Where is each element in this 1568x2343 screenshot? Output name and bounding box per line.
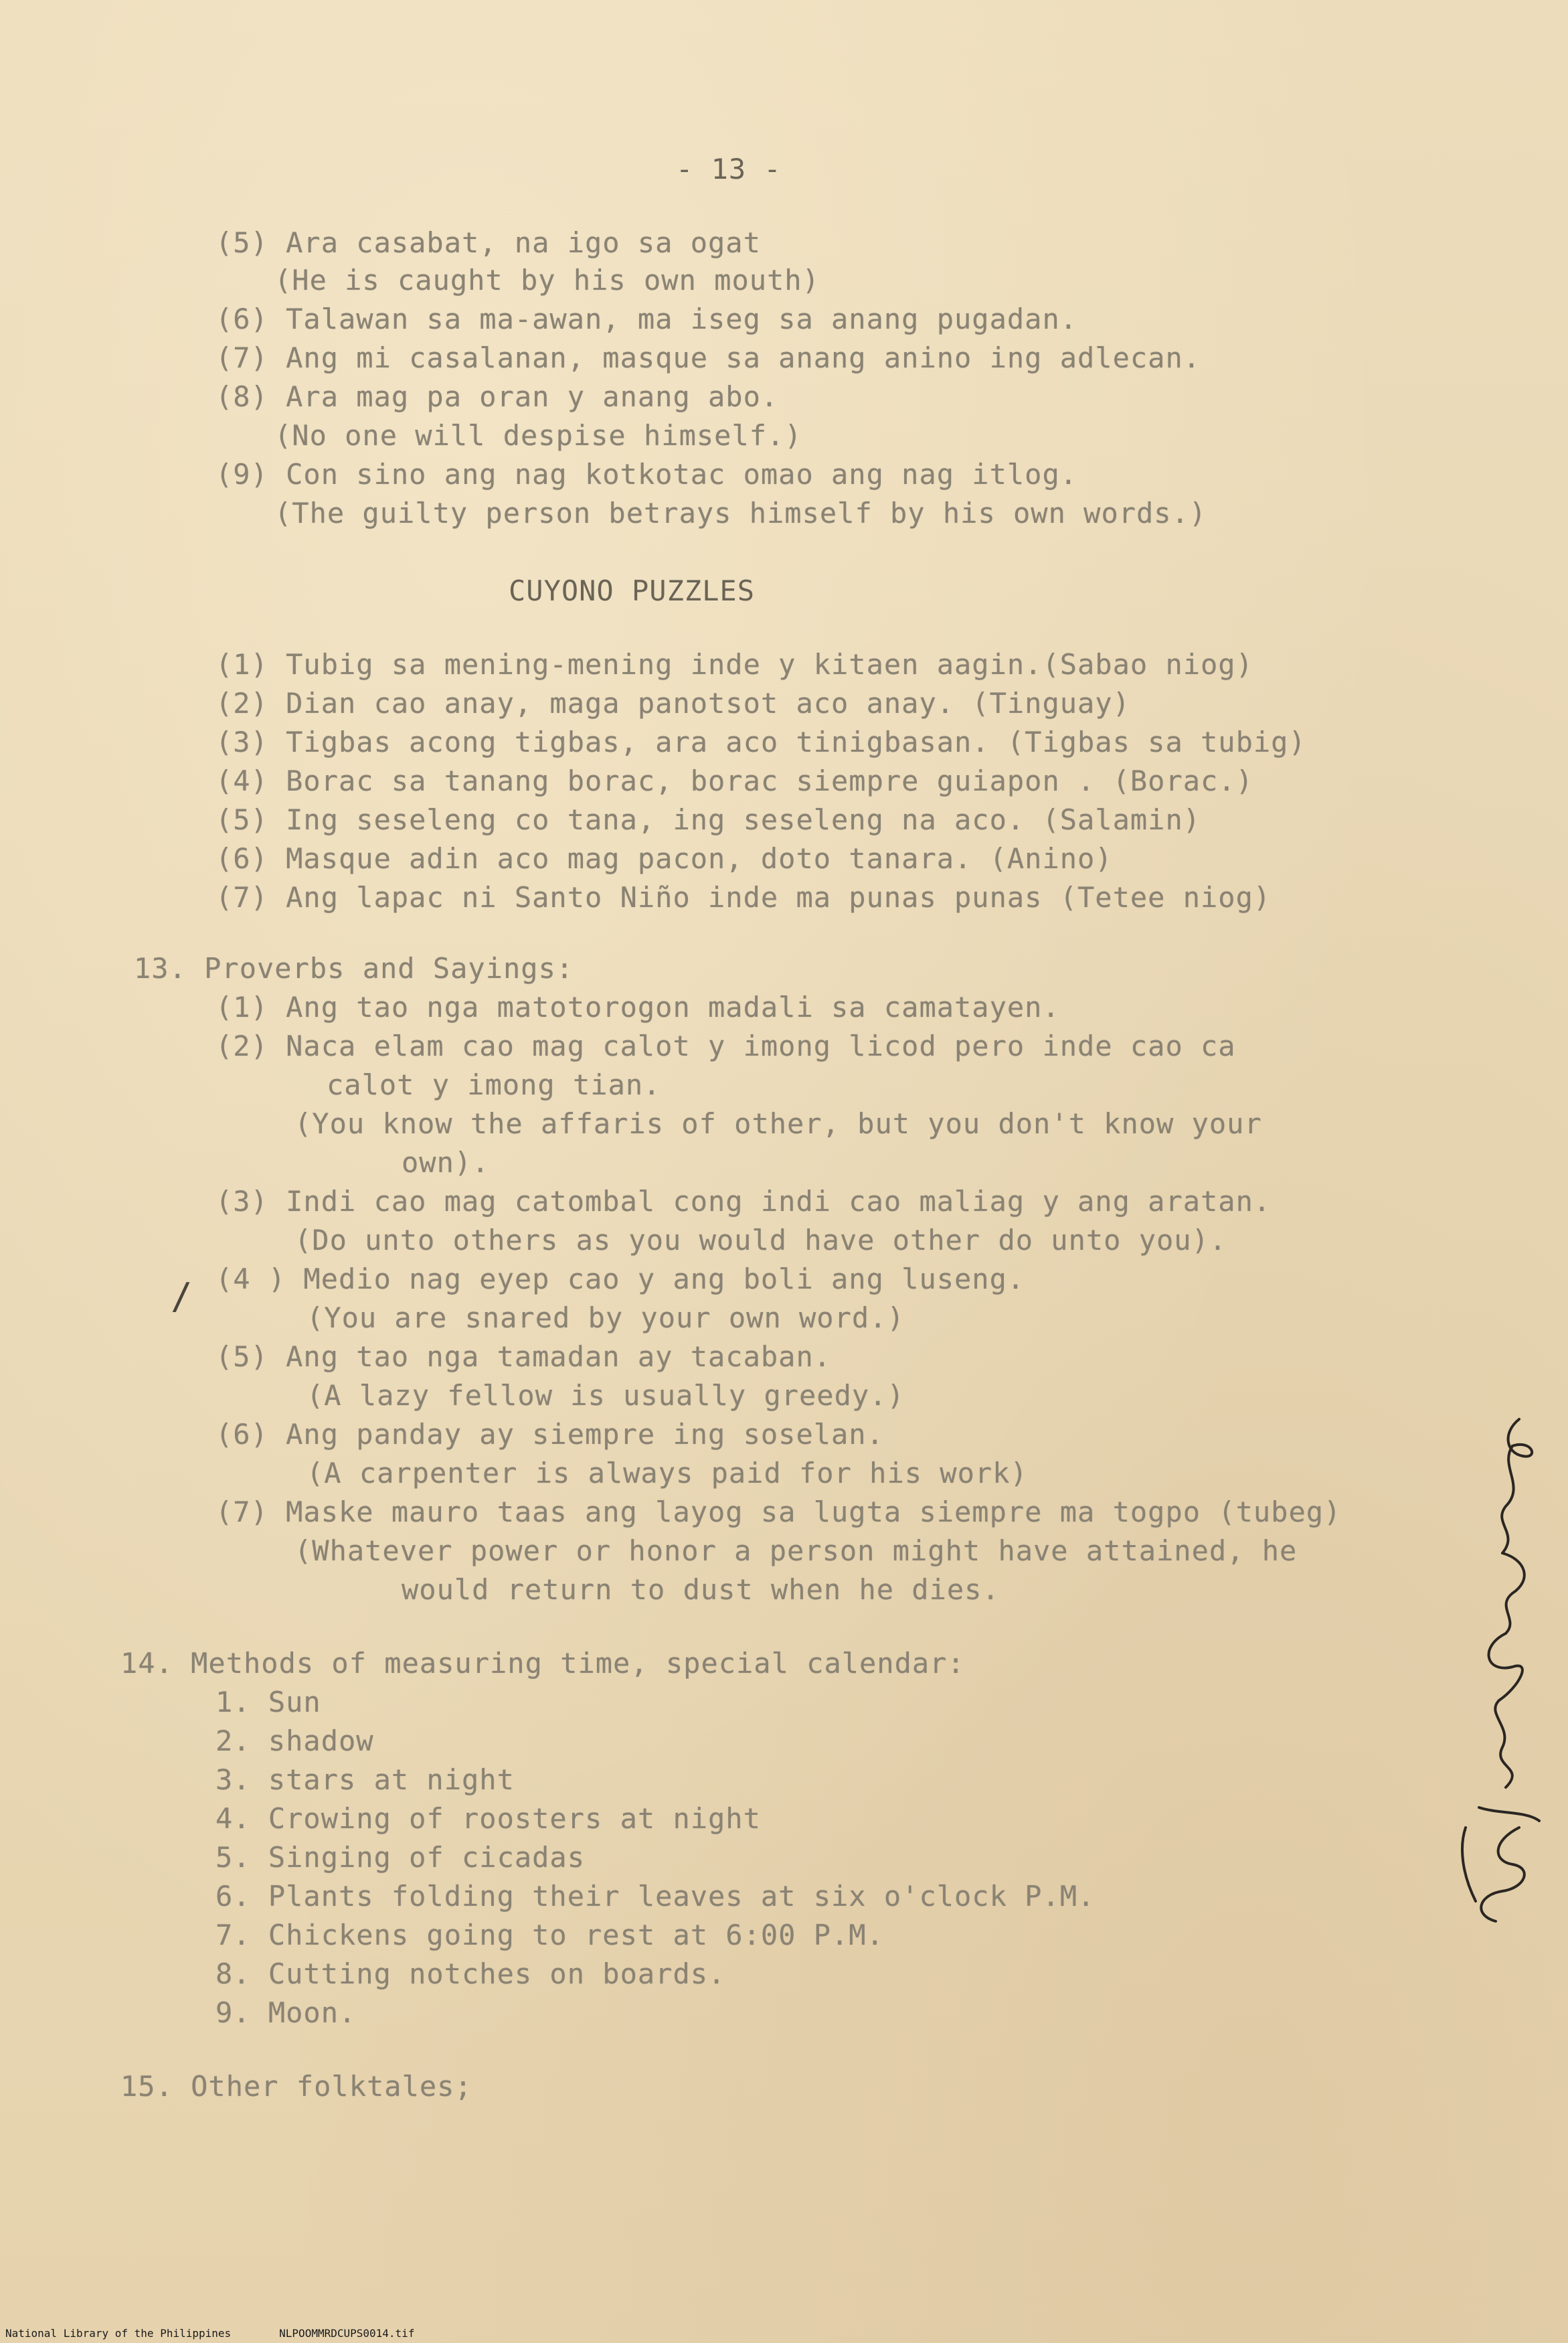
section-heading: 15. Other folktales; bbox=[120, 2070, 472, 2103]
proverb-line: (8) Ara mag pa oran y anang abo. bbox=[215, 380, 779, 413]
proverb-translation: (Do unto others as you would have other do unto you). bbox=[294, 1224, 1227, 1257]
list-item: 1. Sun bbox=[215, 1686, 321, 1718]
footer-file: NLPOOMMRDCUPS0014.tif bbox=[279, 2327, 415, 2340]
footer bbox=[5, 2327, 462, 2340]
puzzles-title: CUYONO PUZZLES bbox=[509, 574, 756, 607]
proverb-continuation: calot y imong tian. bbox=[327, 1068, 661, 1101]
puzzle-line: (4) Borac sa tanang borac, borac siempre guiapon . (Borac.) bbox=[215, 764, 1253, 797]
footer-library: National Library of the Philippines bbox=[5, 2327, 232, 2340]
section-heading: 13. Proverbs and Sayings: bbox=[134, 952, 574, 985]
handwritten-check-mark: / bbox=[171, 1275, 193, 1317]
proverb-line: (5) Ara casabat, na igo sa ogat bbox=[215, 226, 761, 259]
list-item: 2. shadow bbox=[215, 1724, 374, 1757]
section-heading: 14. Methods of measuring time, special calendar: bbox=[120, 1647, 965, 1680]
proverb-translation: (The guilty person betrays himself by his own words.) bbox=[274, 497, 1207, 530]
proverb-continuation: would return to dust when he dies. bbox=[402, 1573, 1000, 1606]
proverb-line: (2) Naca elam cao mag calot y imong licod pero inde cao ca bbox=[215, 1030, 1236, 1062]
proverb-line: (6) Ang panday ay siempre ing soselan. bbox=[215, 1418, 884, 1451]
proverb-translation: (You are snared by your own word.) bbox=[307, 1301, 905, 1334]
proverb-translation: (He is caught by his own mouth) bbox=[274, 264, 820, 297]
list-item: 7. Chickens going to rest at 6:00 P.M. bbox=[215, 1919, 884, 1951]
puzzle-line: (1) Tubig sa mening-mening inde y kitaen aagin.(Sabao niog) bbox=[215, 648, 1253, 681]
page-number: - 13 - bbox=[676, 153, 782, 185]
proverb-line: (5) Ang tao nga tamadan ay tacaban. bbox=[215, 1340, 832, 1373]
list-item: 3. stars at night bbox=[215, 1763, 515, 1796]
list-item: 4. Crowing of roosters at night bbox=[215, 1802, 761, 1835]
proverb-line: (7) Ang mi casalanan, masque sa anang anino ing adlecan. bbox=[215, 341, 1201, 374]
proverb-translation: (No one will despise himself.) bbox=[274, 419, 802, 452]
proverb-translation: (Whatever power or honor a person might have attained, he bbox=[294, 1534, 1298, 1567]
proverb-line: (6) Talawan sa ma-awan, ma iseg sa anang pugadan. bbox=[215, 303, 1078, 335]
proverb-line: (1) Ang tao nga matotorogon madali sa camatayen. bbox=[215, 991, 1060, 1024]
puzzle-line: (5) Ing seseleng co tana, ing seseleng na aco. (Salamin) bbox=[215, 803, 1201, 836]
proverb-line: (9) Con sino ang nag kotkotac omao ang nag itlog. bbox=[215, 458, 1078, 491]
list-item: 6. Plants folding their leaves at six o'clock P.M. bbox=[215, 1880, 1096, 1913]
proverb-line: (4 ) Medio nag eyep cao y ang boli ang luseng. bbox=[215, 1263, 1025, 1295]
list-item: 9. Moon. bbox=[215, 1996, 357, 2029]
proverb-translation: (A carpenter is always paid for his work) bbox=[307, 1457, 1028, 1489]
handwritten-signature bbox=[1439, 1392, 1559, 1941]
proverb-translation: (You know the affaris of other, but you don't know your bbox=[294, 1107, 1262, 1140]
list-item: 8. Cutting notches on boards. bbox=[215, 1957, 726, 1990]
proverb-line: (7) Maske mauro taas ang layog sa lugta siempre ma togpo (tubeg) bbox=[215, 1496, 1342, 1528]
puzzle-line: (2) Dian cao anay, maga panotsot aco anay. (Tinguay) bbox=[215, 687, 1130, 720]
puzzle-line: (6) Masque adin aco mag pacon, doto tanara. (Anino) bbox=[215, 842, 1113, 875]
puzzle-line: (3) Tigbas acong tigbas, ara aco tinigbasan. (Tigbas sa tubig) bbox=[215, 726, 1306, 758]
list-item: 5. Singing of cicadas bbox=[215, 1841, 586, 1874]
puzzle-line: (7) Ang lapac ni Santo Niño inde ma punas punas (Tetee niog) bbox=[215, 881, 1272, 914]
proverb-translation: (A lazy fellow is usually greedy.) bbox=[307, 1379, 905, 1412]
proverb-continuation: own). bbox=[402, 1146, 490, 1179]
proverb-line: (3) Indi cao mag catombal cong indi cao maliag y ang aratan. bbox=[215, 1185, 1272, 1218]
